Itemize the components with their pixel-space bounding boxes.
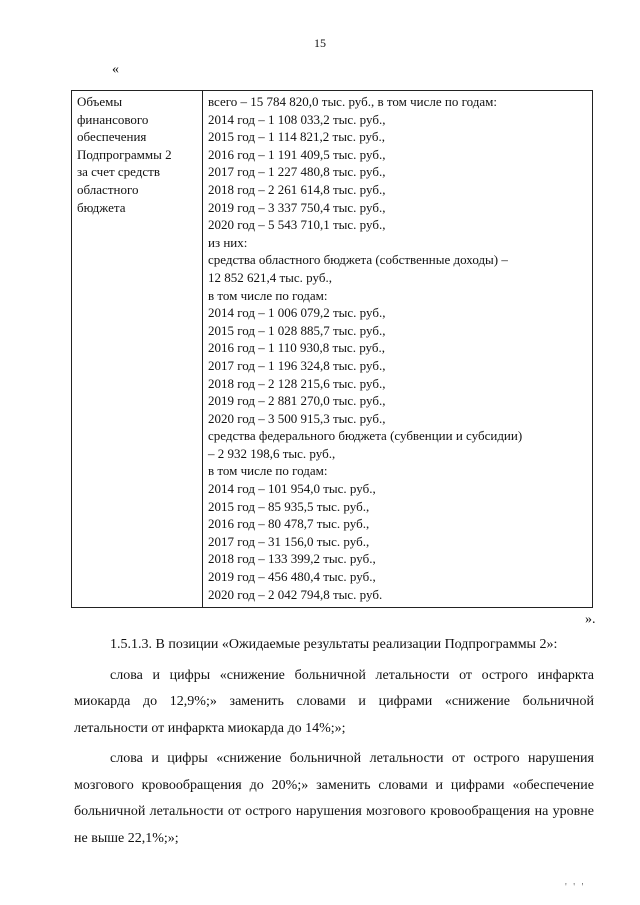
value-line: 2014 год – 1 006 079,2 тыс. руб.,: [208, 305, 386, 321]
value-line: 2015 год – 85 935,5 тыс. руб.,: [208, 498, 370, 514]
label-line: обеспечения: [77, 129, 147, 145]
value-line: в том числе по годам:: [208, 287, 328, 303]
table-row: [72, 91, 593, 608]
value-line: 2017 год – 1 196 324,8 тыс. руб.,: [208, 357, 386, 373]
value-cell: [203, 91, 593, 608]
value-line: средства федерального бюджета (субвенции и субсидии): [208, 428, 523, 444]
value-line: 2018 год – 133 399,2 тыс. руб.,: [208, 551, 376, 567]
value-line: 2016 год – 1 110 930,8 тыс. руб.,: [208, 340, 385, 356]
value-line: 2014 год – 101 954,0 тыс. руб.,: [208, 481, 376, 497]
value-line: – 2 932 198,6 тыс. руб.,: [208, 445, 336, 461]
value-line: всего – 15 784 820,0 тыс. руб., в том числе по годам:: [208, 94, 497, 109]
value-line: 2020 год – 2 042 794,8 тыс. руб.: [208, 586, 383, 602]
value-line: 2016 год – 1 191 409,5 тыс. руб.,: [208, 146, 386, 162]
closing-quote: ».: [585, 612, 596, 627]
body-text: [74, 632, 594, 852]
corner-mark: ' ' ': [565, 882, 586, 893]
label-line: за счет средств: [77, 164, 160, 180]
value-line: 2020 год – 5 543 710,1 тыс. руб.,: [208, 217, 386, 233]
value-line: 2015 год – 1 114 821,2 тыс. руб.,: [208, 129, 385, 145]
value-line: 12 852 621,4 тыс. руб.,: [208, 269, 332, 285]
page-number: 15: [314, 36, 326, 50]
paragraph-item-heading: 1.5.1.3. В позиции «Ожидаемые результаты реализации Подпрограммы 2»:: [110, 637, 558, 652]
value-line: 2020 год – 3 500 915,3 тыс. руб.,: [208, 410, 386, 426]
value-line: 2018 год – 2 261 614,8 тыс. руб.,: [208, 181, 386, 197]
paragraph-replacement-1: слова и цифры «снижение больничной летальности от острого инфаркта миокарда до 12,9%;» заменить словами и цифрами «снижение больничной летальности от инфаркта миокарда до 14%;»;: [74, 667, 594, 736]
label-line: Подпрограммы 2: [77, 146, 172, 162]
financing-table: [71, 90, 593, 608]
opening-quote: «: [112, 62, 119, 77]
value-line: средства областного бюджета (собственные доходы) –: [208, 252, 508, 268]
value-line: 2019 год – 3 337 750,4 тыс. руб.,: [208, 199, 386, 215]
value-line: 2019 год – 456 480,4 тыс. руб.,: [208, 569, 376, 585]
value-line: 2016 год – 80 478,7 тыс. руб.,: [208, 516, 370, 532]
label-line: финансового: [77, 111, 149, 127]
value-line: 2017 год – 31 156,0 тыс. руб.,: [208, 533, 370, 549]
label-line: областного: [77, 181, 139, 197]
label-line: бюджета: [77, 199, 126, 215]
paragraph-replacement-2: слова и цифры «снижение больничной летальности от острого нарушения мозгового кровообращения до 20%;» заменить словами и цифрами «обеспечение больничной летальности от острого нарушения мозгового кровообращения на уровне не выше 22,1%;»;: [74, 751, 594, 846]
value-line: из них:: [208, 234, 248, 250]
label-line: Объемы: [77, 94, 123, 109]
label-cell: [72, 91, 203, 608]
value-line: 2018 год – 2 128 215,6 тыс. руб.,: [208, 375, 386, 391]
value-line: 2019 год – 2 881 270,0 тыс. руб.,: [208, 393, 386, 409]
value-line: в том числе по годам:: [208, 463, 328, 479]
value-line: 2015 год – 1 028 885,7 тыс. руб.,: [208, 322, 386, 338]
value-line: 2014 год – 1 108 033,2 тыс. руб.,: [208, 111, 386, 127]
value-line: 2017 год – 1 227 480,8 тыс. руб.,: [208, 164, 386, 180]
